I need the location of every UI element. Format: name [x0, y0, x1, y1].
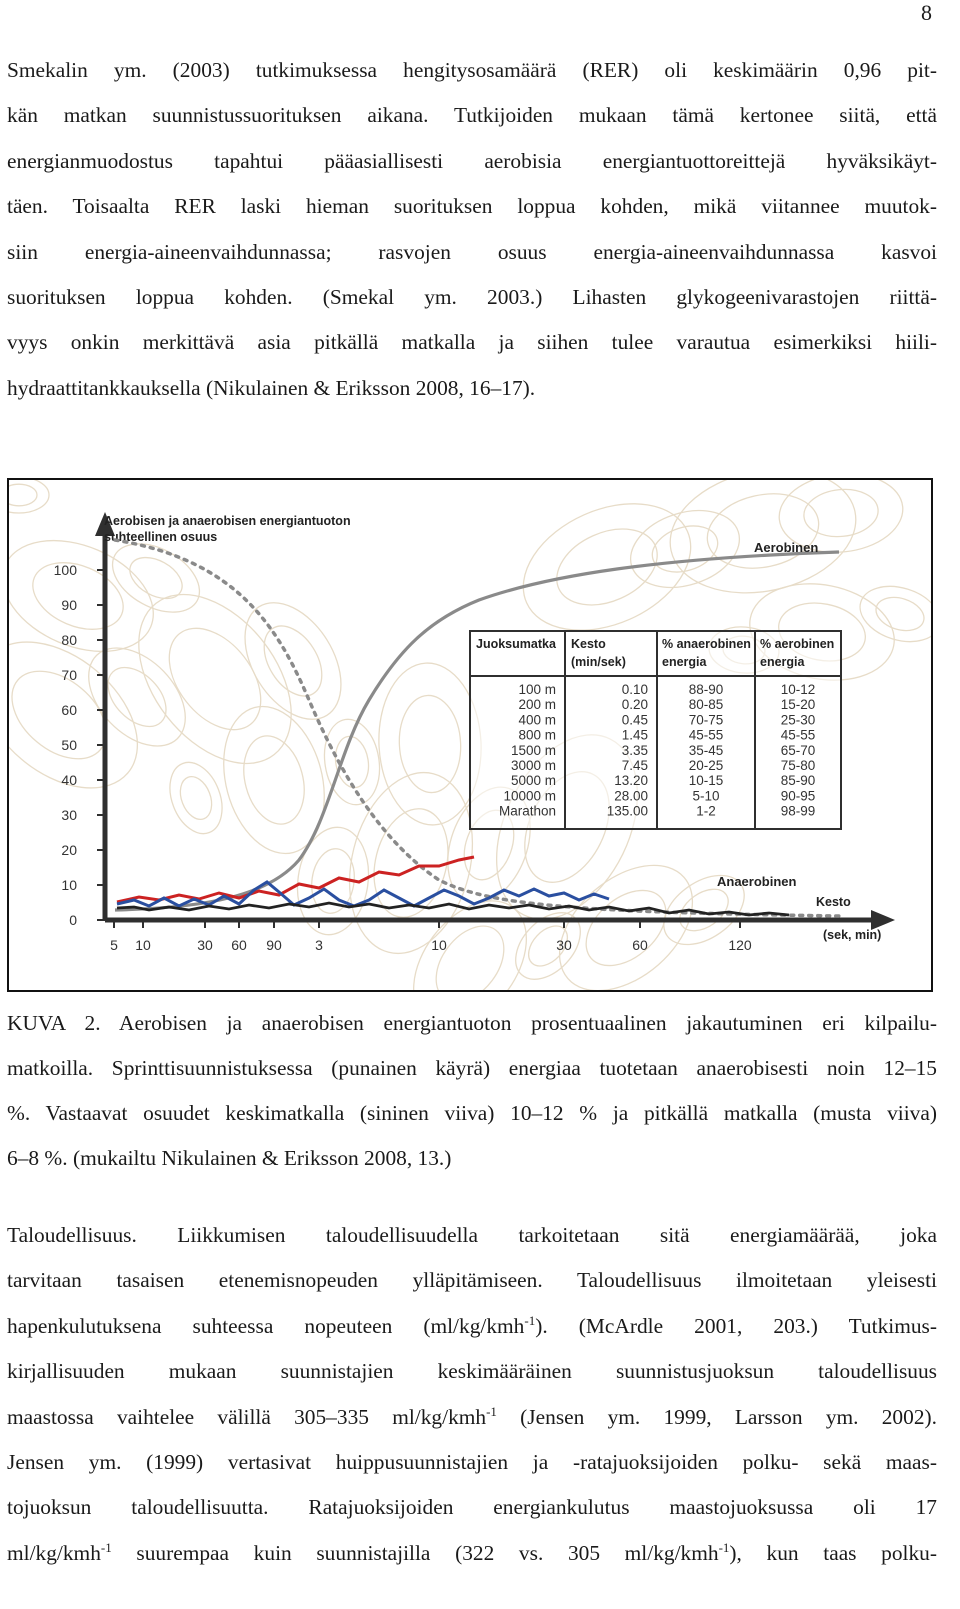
x-tick-label: 60: [231, 937, 247, 953]
x-axis-title-line2: (sek, min): [823, 928, 882, 942]
x-tick-label: 30: [197, 937, 213, 953]
table-cell-anaerobic: 45-55: [688, 727, 724, 743]
text-line: energianmuodostus tapahtui pääasiallisesti aerobisia energiantuottoreittejä hyväksikäyt-: [7, 148, 937, 173]
table-cell-aerobic: 85-90: [780, 773, 816, 789]
table-cell-aerobic: 75-80: [780, 758, 816, 773]
y-tick-label: 40: [61, 772, 77, 788]
y-tick-label: 100: [53, 562, 77, 578]
table-cell-distance: 200 m: [518, 697, 556, 713]
distance-energy-table: [470, 631, 841, 829]
table-cell-aerobic: 45-55: [780, 727, 816, 743]
aerobic-label: Aerobinen: [754, 540, 819, 555]
paragraph-economy: [7, 1213, 937, 1576]
text-line: kän matkan suunnistussuorituksen aikana. Tutkijoiden mukaan tämä kertonee siitä, että: [7, 103, 937, 128]
y-axis-title-line1: Aerobisen ja anaerobisen energiantuoton: [104, 514, 351, 528]
text-segment: hapenkulutuksena suhteessa nopeuteen (ml/kg/kmh: [7, 1313, 525, 1338]
table-cell-distance: 100 m: [518, 682, 556, 697]
table-header-sub: energia: [760, 655, 805, 669]
x-axis-arrow: [871, 910, 895, 930]
text-line: Taloudellisuus. Liikkumisen taloudellisuudella tarkoitetaan sitä energiamäärää, joka: [7, 1223, 937, 1247]
text-segment: maastossa vaihtelee välillä 305–335 ml/kg/kmh: [7, 1404, 487, 1429]
table-cell-distance: 3000 m: [510, 758, 556, 773]
table-cell-distance: 5000 m: [510, 773, 556, 789]
table-header-sub: (min/sek): [571, 655, 626, 669]
table-cell-anaerobic: 35-45: [688, 742, 724, 758]
x-tick-label: 60: [632, 937, 648, 953]
y-tick-label: 10: [61, 877, 77, 893]
table-header-sub: energia: [662, 655, 707, 669]
table-cell-aerobic: 10-12: [780, 682, 816, 697]
x-tick-label: 10: [431, 937, 447, 953]
text-line: vyys onkin merkittävä asia pitkällä matkalla ja siihen tulee varautua esimerkiksi hiili-: [7, 330, 937, 355]
x-tick-label: 3: [315, 937, 323, 953]
text-segment: (Jensen ym. 1999, Larsson ym. 2002).: [496, 1404, 937, 1429]
x-tick-label: 30: [556, 937, 572, 953]
text-line: suorituksen loppua kohden. (Smekal ym. 2003.) Lihasten glykogeenivarastojen riittä-: [7, 285, 937, 310]
table-cell-aerobic: 90-95: [780, 788, 816, 804]
table-cell-duration: 1.45: [621, 727, 648, 743]
text-segment: ml/kg/kmh: [7, 1540, 101, 1565]
table-cell-aerobic: 15-20: [780, 697, 816, 713]
y-tick-label: 30: [61, 807, 77, 823]
table-cell-duration: 0.10: [621, 682, 648, 697]
text-segment: suurempaa kuin suunnistajilla (322 vs. 305 ml/kg/kmh: [111, 1540, 719, 1565]
y-tick-label: 80: [61, 632, 77, 648]
table-cell-duration: 7.45: [621, 758, 648, 773]
x-tick-label: 90: [266, 937, 282, 953]
table-cell-duration: 0.45: [621, 712, 648, 728]
text-line: tarvitaan tasaisen etenemisnopeuden ylläpitämiseen. Taloudellisuus ilmoitetaan yleisesti: [7, 1268, 937, 1293]
table-header: Juoksumatka: [476, 637, 556, 651]
x-tick-label: 5: [110, 937, 118, 953]
long-distance-curve: [117, 903, 789, 915]
page-number: 8: [921, 0, 932, 25]
table-header: % anaerobinen: [662, 637, 751, 651]
middle-distance-curve: [117, 882, 609, 906]
table-cell-anaerobic: 1-2: [696, 803, 716, 819]
caption-line: KUVA 2. Aerobisen ja anaerobisen energiantuoton prosentuaalinen jakautuminen eri kilpailu-: [7, 1011, 937, 1035]
superscript: -1: [524, 1312, 536, 1328]
y-tick-label: 90: [61, 597, 77, 613]
table-cell-distance: 400 m: [518, 712, 556, 728]
table-cell-anaerobic: 5-10: [692, 788, 720, 804]
table-cell-anaerobic: 20-25: [688, 758, 724, 773]
caption-line: 6–8 %. (mukailtu Nikulainen & Eriksson 2008, 13.): [7, 1146, 452, 1170]
table-cell-aerobic: 98-99: [780, 803, 816, 819]
text-segment: ). (McArdle 2001, 203.) Tutkimus-: [535, 1313, 937, 1338]
text-line: kirjallisuuden mukaan suunnistajien keskimääräinen suunnistusjuoksun taloudellisuus: [7, 1359, 937, 1384]
table-header: Kesto: [571, 637, 606, 651]
x-axis-title-line1: Kesto: [816, 895, 851, 909]
table-cell-distance: 10000 m: [503, 788, 556, 804]
y-tick-label: 0: [69, 912, 77, 928]
superscript: -1: [100, 1539, 112, 1555]
energy-chart-figure: [7, 478, 933, 992]
table-cell-duration: 13.20: [614, 773, 648, 789]
text-segment: ), kun taas polku-: [729, 1540, 937, 1565]
text-line: Smekalin ym. (2003) tutkimuksessa hengitysosamäärä (RER) oli keskimäärin 0,96 pit-: [7, 58, 937, 82]
y-tick-label: 70: [61, 667, 77, 683]
text-line: [7, 1395, 937, 1440]
table-cell-duration: 28.00: [614, 788, 648, 804]
table-header: % aerobinen: [760, 637, 835, 651]
x-tick-label: 10: [135, 937, 151, 953]
caption-line: %. Vastaavat osuudet keskimatkalla (sininen viiva) 10–12 % ja pitkällä matkalla (musta viiva): [7, 1101, 937, 1125]
y-axis-title-line2: suhteellinen osuus: [104, 530, 218, 544]
energy-chart: [9, 480, 931, 990]
table-cell-anaerobic: 88-90: [688, 682, 724, 697]
table-cell-anaerobic: 80-85: [688, 697, 724, 713]
text-line: Jensen ym. (1999) vertasivat huippusuunnistajien ja -ratajuoksijoiden polku- sekä maas-: [7, 1450, 937, 1475]
figure-caption: [7, 1001, 937, 1181]
text-line: hydraattitankkauksella (Nikulainen & Eriksson 2008, 16–17).: [7, 375, 536, 400]
table-cell-anaerobic: 10-15: [688, 773, 724, 789]
text-line: tojuoksun taloudellisuutta. Ratajuoksijoiden energiankulutus maastojuoksussa oli 17: [7, 1495, 937, 1520]
y-tick-label: 50: [61, 737, 77, 753]
y-tick-label: 20: [61, 842, 77, 858]
paragraph-rer: [7, 48, 937, 411]
x-tick-label: 120: [728, 937, 752, 953]
text-line: [7, 1531, 937, 1576]
text-line: täen. Toisaalta RER laski hieman suorituksen loppua kohden, mikä viitannee muutok-: [7, 194, 937, 219]
text-line: [7, 1304, 937, 1349]
table-cell-anaerobic: 70-75: [688, 712, 724, 728]
table-cell-aerobic: 25-30: [780, 712, 816, 728]
table-cell-distance: 800 m: [518, 727, 556, 743]
table-cell-distance: Marathon: [498, 803, 556, 819]
table-cell-aerobic: 65-70: [780, 742, 816, 758]
y-tick-label: 60: [61, 702, 77, 718]
anaerobic-label: Anaerobinen: [717, 874, 797, 889]
text-line: siin energia-aineenvaihdunnassa; rasvojen osuus energia-aineenvaihdunnassa kasvoi: [7, 239, 937, 264]
table-cell-duration: 0.20: [621, 697, 648, 713]
table-cell-distance: 1500 m: [510, 742, 556, 758]
table-cell-duration: 135.00: [606, 803, 648, 819]
table-cell-duration: 3.35: [621, 742, 648, 758]
caption-line: matkoilla. Sprinttisuunnistuksessa (punainen käyrä) energiaa tuotetaan anaerobisesti noin 12–15: [7, 1056, 937, 1080]
superscript: -1: [718, 1539, 730, 1555]
superscript: -1: [486, 1403, 497, 1419]
